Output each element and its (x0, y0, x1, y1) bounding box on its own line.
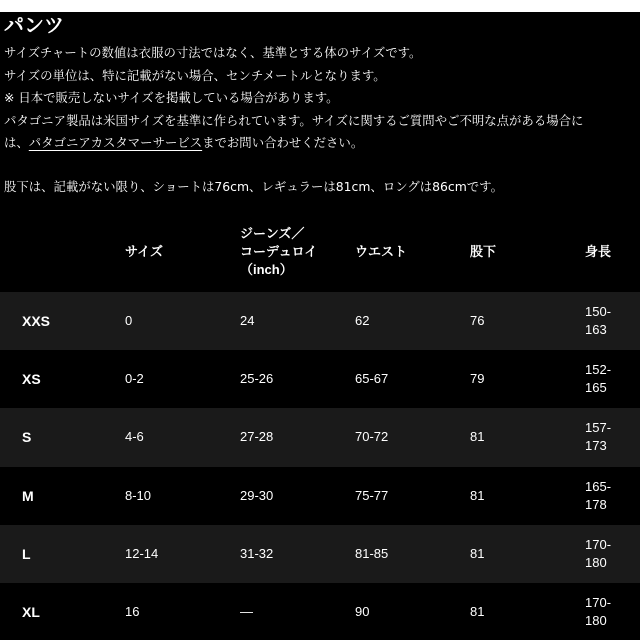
height-range-top: 150- (585, 304, 612, 320)
height-range-bottom: 180 (585, 554, 607, 570)
height-range (585, 583, 640, 640)
inseam-value: 81 (470, 487, 485, 503)
size-number: 0-2 (125, 371, 144, 387)
header-jeans (240, 212, 355, 292)
height-range (585, 292, 640, 350)
jeans-size: 29-30 (240, 487, 274, 503)
header-inseam: 股下 (470, 244, 497, 259)
height-range-bottom: 178 (585, 496, 607, 512)
height-range (585, 467, 640, 525)
height-range-bottom: 180 (585, 613, 607, 629)
table-row (0, 408, 640, 466)
header-label-column (0, 212, 22, 292)
waist-value: 81-85 (355, 525, 470, 583)
waist-value: 90 (355, 604, 370, 620)
size-label: L (22, 525, 125, 583)
page-title: パンツ (4, 13, 64, 37)
row-gutter (0, 292, 22, 350)
height-range-top: 170- (585, 536, 612, 552)
size-table (0, 212, 640, 640)
note-line-contact (4, 132, 638, 155)
inseam-value: 79 (470, 371, 485, 387)
inseam-value: 81 (470, 408, 585, 466)
header-jeans-line: コーデュロイ (240, 244, 318, 259)
height-range (585, 525, 640, 583)
size-number: 4-6 (125, 408, 240, 466)
customer-service-link[interactable]: パタゴニアカスタマーサービス (28, 135, 203, 150)
row-gutter (0, 350, 22, 408)
table-row (0, 525, 640, 583)
header-jeans-line: ジーンズ／ (240, 226, 305, 241)
waist-value: 65-67 (355, 371, 389, 387)
waist-value: 62 (355, 292, 470, 350)
jeans-size: 27-28 (240, 408, 355, 466)
size-number: 8-10 (125, 487, 152, 503)
row-gutter (0, 525, 22, 583)
table-row (0, 350, 640, 408)
table-row (0, 583, 640, 640)
size-label: S (22, 408, 125, 466)
jeans-size: 24 (240, 292, 355, 350)
jeans-size: 25-26 (240, 371, 274, 387)
jeans-size: 31-32 (240, 525, 355, 583)
inseam-note: 股下は、記載がない限り、ショートは76cm、レギュラーは81cm、ロングは86cmです。 (4, 179, 503, 194)
height-range-top: 157- (585, 420, 612, 436)
size-label: XL (22, 604, 40, 621)
jeans-size: — (240, 604, 253, 620)
size-label: XXS (22, 292, 125, 350)
inseam-value: 81 (470, 525, 585, 583)
inseam-value: 81 (470, 604, 485, 620)
height-range (585, 408, 640, 466)
waist-value: 70-72 (355, 408, 470, 466)
height-range-bottom: 163 (585, 322, 607, 338)
size-number: 16 (125, 604, 140, 620)
table-header-row (0, 212, 640, 292)
size-notes (4, 42, 638, 155)
note-line: サイズの単位は、特に記載がない場合、センチメートルとなります。 (4, 67, 386, 83)
note-prefix: は、 (4, 135, 29, 150)
height-range-top: 152- (585, 362, 612, 378)
table-row (0, 467, 640, 525)
size-label: XS (22, 371, 41, 388)
size-label: M (22, 487, 34, 504)
inseam-value: 76 (470, 292, 585, 350)
note-line: パタゴニア製品は米国サイズを基準に作られています。サイズに関するご質問やご不明な点がある場合に (4, 112, 584, 128)
header-size: サイズ (125, 244, 163, 259)
height-range-top: 165- (585, 478, 612, 494)
header-height: 身長 (585, 244, 612, 259)
table-row (0, 292, 640, 350)
height-range-bottom: 173 (585, 438, 607, 454)
row-gutter (0, 408, 22, 466)
height-range-bottom: 165 (585, 380, 607, 396)
header-jeans-line: （inch） (240, 262, 293, 277)
note-line: サイズチャートの数値は衣服の寸法ではなく、基準とする体のサイズです。 (4, 45, 422, 60)
header-waist: ウエスト (355, 244, 408, 259)
note-suffix: までお問い合わせください。 (202, 135, 364, 150)
size-number: 12-14 (125, 525, 240, 583)
height-range-top: 170- (585, 595, 612, 611)
height-range (585, 350, 640, 408)
note-line: ※ 日本で販売しないサイズを掲載している場合があります。 (4, 90, 339, 105)
row-gutter (0, 583, 22, 640)
waist-value: 75-77 (355, 487, 389, 503)
size-number: 0 (125, 292, 240, 350)
row-gutter (0, 467, 22, 525)
size-chart-page (0, 12, 640, 640)
